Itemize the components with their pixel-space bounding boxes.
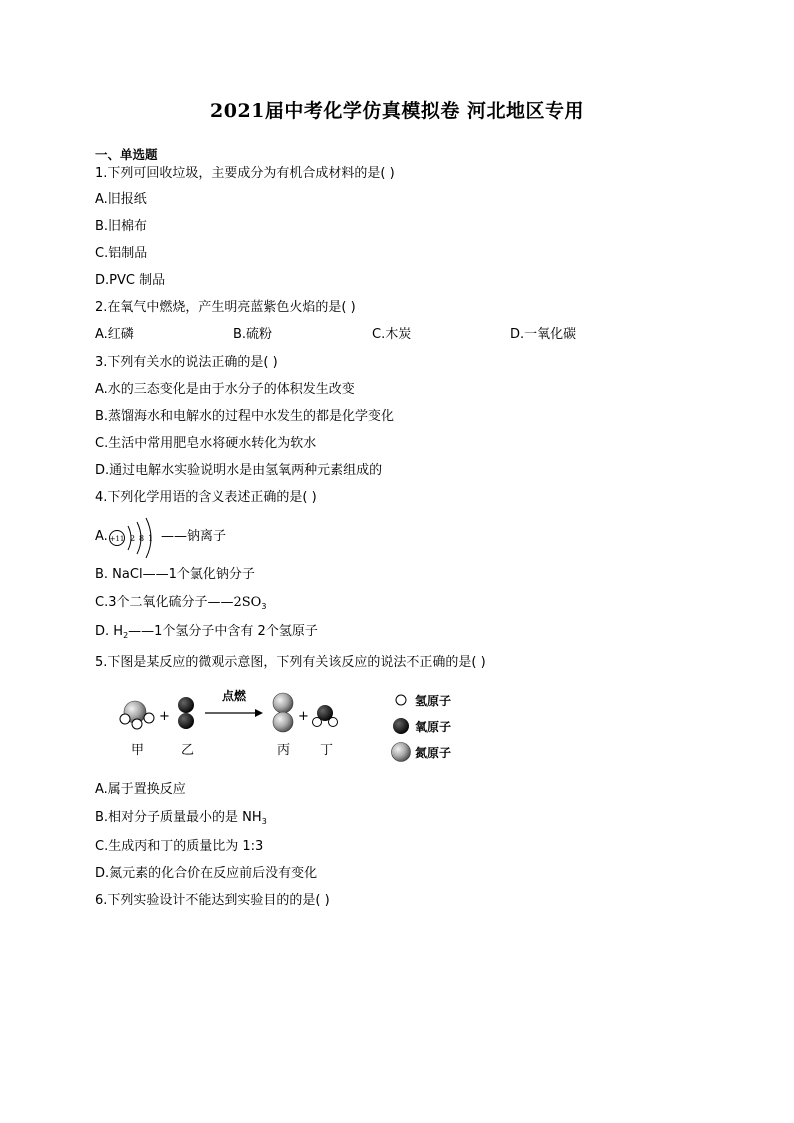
question-3-option-c: C.生活中常用肥皂水将硬水转化为软水: [95, 436, 317, 451]
hydrogen-atom: [329, 718, 338, 727]
question-2-option-c: C.木炭: [372, 327, 412, 342]
question-3-option-a: A.水的三态变化是由于水分子的体积发生改变: [95, 382, 355, 397]
question-4-option-c-formula: 2SO: [233, 595, 262, 610]
nitrogen-atom: [273, 712, 293, 732]
question-2-option-b: B.硫粉: [233, 327, 273, 342]
hydrogen-atom: [313, 718, 322, 727]
question-1-stem: 1.下列可回收垃圾，主要成分为有机合成材料的是( ): [95, 166, 395, 181]
oxygen-atom: [178, 697, 194, 713]
legend-hydrogen-icon: [396, 695, 406, 705]
reaction-arrow-head: [255, 709, 263, 717]
question-3-option-d: D.通过电解水实验说明水是由氢氧两种元素组成的: [95, 463, 383, 478]
legend-hydrogen-label: 氢原子: [415, 694, 452, 708]
question-1-option-c: C.铝制品: [95, 246, 148, 261]
molecule-ding-water: [313, 705, 338, 727]
question-2-option-a: A.红磷: [95, 327, 134, 342]
question-1-option-d: D.PVC 制品: [95, 273, 166, 288]
question-4-option-d-text: ——1个氢分子中含有 2个氢原子: [128, 624, 318, 639]
document-title: 2021届中考化学仿真模拟卷 河北地区专用: [210, 100, 584, 122]
question-5-option-b-text: B.相对分子质量最小的是 NH: [95, 810, 262, 825]
question-5-option-b: [95, 810, 267, 830]
question-6-stem: 6.下列实验设计不能达到实验目的的是( ): [95, 893, 330, 908]
question-3-stem: 3.下列有关水的说法正确的是( ): [95, 355, 278, 370]
question-4-option-d-prefix: D. H: [95, 624, 124, 639]
question-5-stem: 5.下图是某反应的微观示意图，下列有关该反应的说法不正确的是( ): [95, 655, 486, 670]
question-4-option-d-subscript: 2: [123, 631, 129, 640]
label-bing: 丙: [277, 743, 291, 758]
question-4-option-a-prefix: A.: [95, 529, 108, 544]
molecule-bing-nitrogen: [273, 693, 293, 732]
legend-nitrogen-label: 氮原子: [415, 746, 452, 760]
question-3-option-b: B.蒸馏海水和电解水的过程中水发生的都是化学变化: [95, 409, 395, 424]
legend-nitrogen-icon: [392, 743, 411, 762]
question-5-option-b-subscript: 3: [261, 817, 267, 826]
question-1-option-a: A.旧报纸: [95, 192, 147, 207]
question-4-option-c-text: C.3个二氧化硫分子——: [95, 595, 234, 610]
question-5-option-d: D.氮元素的化合价在反应前后没有变化: [95, 866, 318, 881]
label-jia: 甲: [131, 743, 145, 758]
oxygen-atom: [178, 713, 194, 729]
question-5-option-c: C.生成丙和丁的质量比为 1:3: [95, 839, 264, 854]
question-2-option-d: D.一氧化碳: [510, 327, 577, 342]
plus-sign: +: [298, 709, 309, 724]
nitrogen-atom: [273, 693, 293, 713]
legend: [392, 693, 452, 762]
question-4-stem: 4.下列化学用语的含义表述正确的是( ): [95, 490, 317, 505]
hydrogen-atom: [120, 714, 130, 724]
label-yi: 乙: [181, 743, 195, 758]
hydrogen-atom: [144, 713, 154, 723]
question-4-option-b: B. NaCl——1个氯化钠分子: [95, 567, 255, 582]
question-2-stem: 2.在氧气中燃烧，产生明亮蓝紫色火焰的是( ): [95, 300, 356, 315]
shell-1-electrons: 2: [130, 534, 136, 543]
arrow-label-ignite: 点燃: [222, 689, 247, 703]
legend-oxygen-icon: [393, 718, 409, 734]
question-4-option-c: [95, 595, 266, 615]
section-heading: 一、单选题: [95, 147, 158, 162]
question-5-option-a: A.属于置换反应: [95, 782, 186, 797]
label-ding: 丁: [320, 743, 334, 758]
reaction-micro-diagram: [95, 686, 467, 770]
question-4-option-c-subscript: 3: [261, 602, 267, 611]
question-4-option-d: [95, 624, 318, 644]
molecule-jia-ammonia: [120, 701, 154, 729]
legend-oxygen-label: 氧原子: [415, 720, 452, 734]
nucleus-charge: +11: [109, 535, 125, 543]
molecule-yi-oxygen: [178, 697, 194, 729]
hydrogen-atom: [132, 719, 142, 729]
question-1-option-b: B.旧棉布: [95, 219, 148, 234]
question-4-option-a-text: ——钠离子: [161, 529, 227, 544]
shell-3-electrons: 1: [148, 534, 154, 543]
plus-sign: +: [159, 709, 170, 724]
shell-2-electrons: 8: [139, 534, 145, 543]
